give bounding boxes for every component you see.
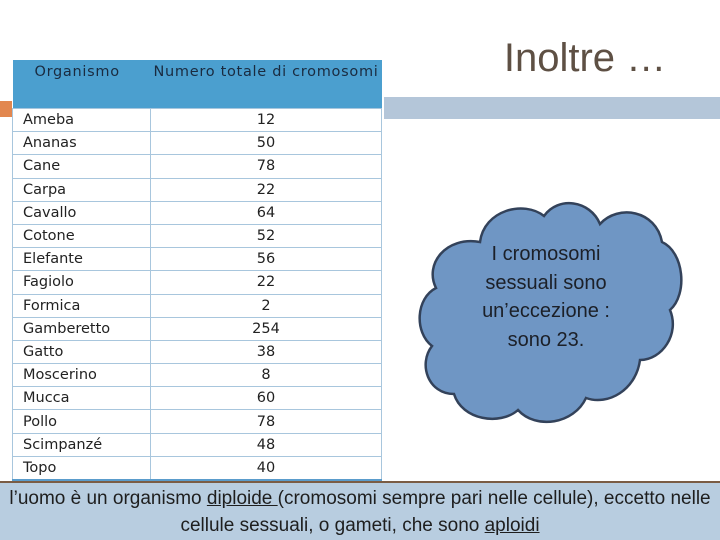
- table-row: [13, 271, 382, 294]
- organism-name-cell: Topo: [13, 456, 151, 480]
- chromosome-count-cell: 64: [151, 201, 382, 224]
- accent-bar-orange: [0, 101, 12, 117]
- table-row: [13, 317, 382, 340]
- table-row: [13, 456, 382, 480]
- organism-name-cell: Ananas: [13, 132, 151, 155]
- chromosome-count-cell: 52: [151, 224, 382, 247]
- organism-name-cell: Formica: [13, 294, 151, 317]
- chromosome-count-cell: 40: [151, 456, 382, 480]
- caption-text-1: l’uomo è un organismo: [9, 488, 207, 509]
- chromosome-count-cell: 254: [151, 317, 382, 340]
- table-row: [13, 201, 382, 224]
- organism-name-cell: Mucca: [13, 387, 151, 410]
- table-row: [13, 132, 382, 155]
- table-row: [13, 178, 382, 201]
- table-row: [13, 155, 382, 178]
- organism-name-cell: Gatto: [13, 340, 151, 363]
- cloud-text: I cromosomi sessuali sono un’eccezione : sono 23.: [482, 243, 610, 351]
- organism-name-cell: Cavallo: [13, 201, 151, 224]
- chromosome-count-cell: 48: [151, 433, 382, 456]
- caption-term-diploide: diploide: [206, 488, 278, 509]
- chromosome-count-cell: 60: [151, 387, 382, 410]
- table-row: [13, 109, 382, 132]
- table-row: [13, 410, 382, 433]
- chromosome-count-cell: 8: [151, 364, 382, 387]
- table-row: [13, 248, 382, 271]
- table-row: [13, 387, 382, 410]
- organism-name-cell: Gamberetto: [13, 317, 151, 340]
- accent-bar-blue: [384, 97, 720, 119]
- chromosome-count-cell: 56: [151, 248, 382, 271]
- slide-title: Inoltre …: [503, 36, 667, 80]
- organism-name-cell: Elefante: [13, 248, 151, 271]
- chromosome-count-cell: 78: [151, 155, 382, 178]
- table-row: [13, 294, 382, 317]
- header-organismo: Organismo: [13, 60, 151, 109]
- chromosome-count-cell: 50: [151, 132, 382, 155]
- header-numero-cromosomi: Numero totale di cromosomi: [151, 60, 382, 109]
- table-row: [13, 364, 382, 387]
- chromosome-count-cell: 38: [151, 340, 382, 363]
- organism-name-cell: Scimpanzé: [13, 433, 151, 456]
- table-row: [13, 433, 382, 456]
- organism-name-cell: Cotone: [13, 224, 151, 247]
- organism-name-cell: Cane: [13, 155, 151, 178]
- caption-term-aploidi: aploidi: [484, 515, 540, 536]
- organism-name-cell: Moscerino: [13, 364, 151, 387]
- organism-name-cell: Fagiolo: [13, 271, 151, 294]
- chromosome-table: [12, 60, 382, 481]
- chromosome-count-cell: 22: [151, 271, 382, 294]
- organism-name-cell: Carpa: [13, 178, 151, 201]
- organism-name-cell: Ameba: [13, 109, 151, 132]
- chromosome-count-cell: 12: [151, 109, 382, 132]
- caption-text-2: (cromosomi sempre pari nelle cellule), eccetto nelle cellule sessuali, o gameti, che sono: [180, 488, 711, 536]
- table-row: [13, 340, 382, 363]
- table-header-row: [13, 60, 382, 109]
- chromosome-count-cell: 22: [151, 178, 382, 201]
- chromosome-count-cell: 2: [151, 294, 382, 317]
- caption-band: [0, 481, 720, 540]
- chromosome-count-cell: 78: [151, 410, 382, 433]
- organism-name-cell: Pollo: [13, 410, 151, 433]
- table-row: [13, 224, 382, 247]
